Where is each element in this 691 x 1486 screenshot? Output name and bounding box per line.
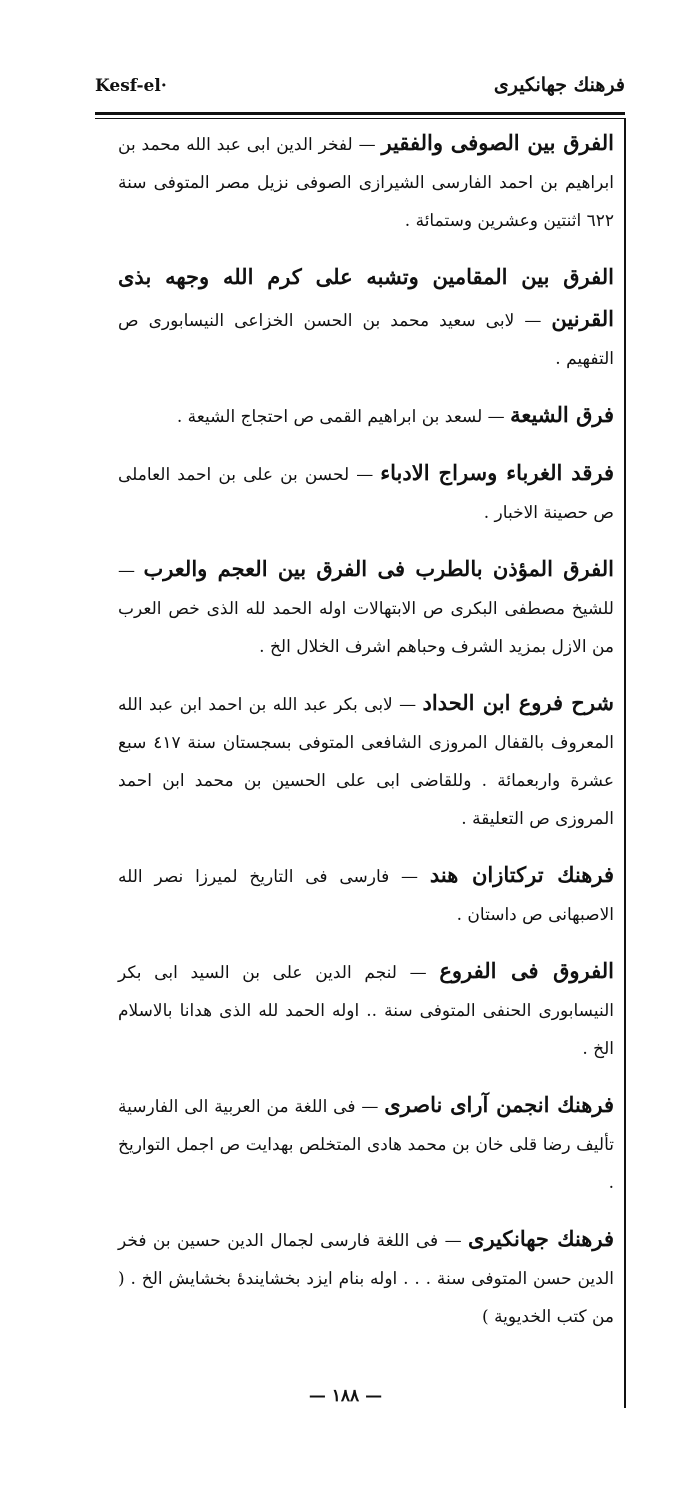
header-rule-thin (95, 118, 625, 119)
header-rule-thick (95, 112, 625, 115)
entry-body: — فى اللغة من العربية الى الفارسية تأليف رضا قلى خان بن محمد هادى المتخلص بهدايت ص اجمل التواريخ . (118, 1097, 614, 1193)
bibliography-entry (118, 452, 614, 532)
bibliography-entry (118, 394, 614, 436)
entry-title: شرح فروع ابن الحداد (422, 690, 614, 715)
entry-title: الفرق المؤذن بالطرب فى الفرق بين العجم والعرب (143, 556, 614, 581)
entries-list (118, 122, 614, 1352)
bibliography-entry (118, 122, 614, 240)
entry-body: — لحسن بن على بن احمد العاملى ص حصينة الاخبار . (118, 465, 614, 523)
page-header (95, 72, 625, 108)
margin-vertical-rule (624, 118, 626, 1408)
entry-title: الفرق بين المقامين وتشبه على كرم الله وجهه بذى القرنين (118, 264, 614, 331)
entry-title: فرق الشيعة (510, 402, 614, 427)
bibliography-entry (118, 548, 614, 666)
entry-body: — لسعد بن ابراهيم القمى ص احتجاج الشيعة . (176, 407, 511, 427)
entry-title: فرهنك انجمن آراى ناصرى (384, 1092, 614, 1117)
entry-title: فرهنك جهانكيرى (468, 1226, 614, 1251)
bibliography-entry (118, 256, 614, 378)
entry-body: — لفخر الدين ابى عبد الله محمد بن ابراهيم بن احمد الفارسى الشيرازى الصوفى نزيل مصر المتوفى سنة ٦٢٢ اثنتين وعشرين وستمائة . (118, 135, 614, 231)
entry-body: — للشيخ مصطفى البكرى ص الابتهالات اوله الحمد لله الذى خص العرب من الازل بمزيد الشرف وحباهم اشرف الخلال الخ . (118, 561, 614, 657)
entry-title: الفروق فى الفروع (439, 958, 614, 983)
bibliography-entry (118, 950, 614, 1068)
latin-running-head: Kesf-el· (95, 76, 167, 96)
bibliography-entry (118, 1218, 614, 1336)
bibliography-entry (118, 854, 614, 934)
entry-body: — فى اللغة فارسى لجمال الدين حسين بن فخر الدين حسن المتوفى سنة . . . اوله بنام ايزد بخشايندهٔ بخشايش الخ . ( من كتب الخديوية ) (118, 1231, 614, 1327)
bibliography-entry (118, 1084, 614, 1202)
page-number: — ١٨٨ — (308, 1386, 383, 1406)
entry-body: — فارسى فى التاريخ لميرزا نصر الله الاصبهانى ص داستان . (118, 867, 614, 925)
entry-body: — لنجم الدين على بن السيد ابى بكر النيسابورى الحنفى المتوفى سنة .. اوله الحمد لله الذى هدانا بالاسلام الخ . (118, 963, 614, 1059)
entry-title: الفرق بين الصوفى والفقير (381, 130, 614, 155)
entry-title: فرهنك تركتازان هند (429, 862, 614, 887)
arabic-running-head: فرهنك جهانكيرى (493, 74, 625, 96)
bibliography-entry (118, 682, 614, 838)
entry-title: فرقد الغرباء وسراج الادباء (380, 460, 614, 485)
entry-body: — لابى سعيد محمد بن الحسن الخزاعى النيسابورى ص التفهيم . (118, 311, 614, 369)
entry-body: — لابى بكر عبد الله بن احمد ابن عبد الله المعروف بالقفال المروزى الشافعى المتوفى بسجستان سنة ٤١٧ سبع عشرة واربعمائة . وللقاضى ابى على الحسين بن محمد ابن احمد المروزى ص التعليقة . (118, 695, 614, 829)
